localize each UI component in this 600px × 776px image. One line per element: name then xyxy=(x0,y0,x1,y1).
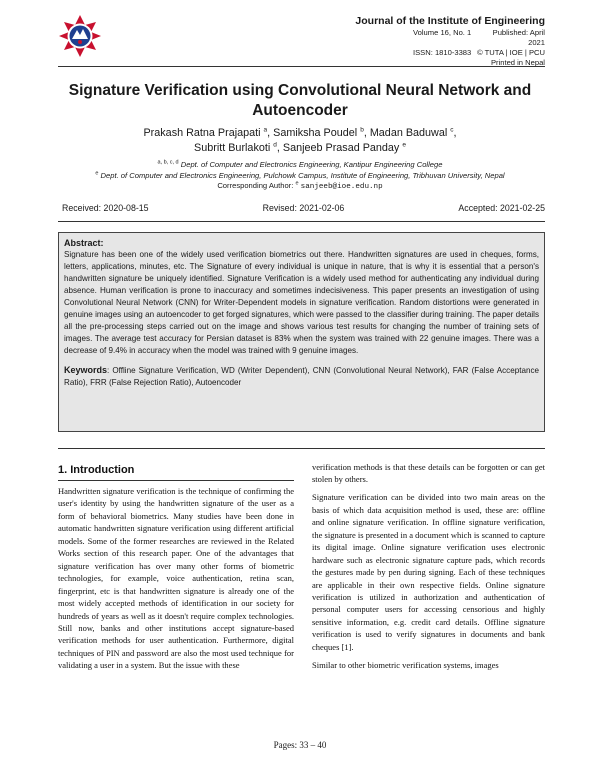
author-sup: a xyxy=(263,126,268,134)
date-accepted: Accepted: 2021-02-25 xyxy=(458,203,545,213)
author-line-2 xyxy=(40,141,560,156)
submission-dates xyxy=(62,203,545,213)
author-sup: d xyxy=(273,141,277,149)
section-heading-introduction: 1. Introduction xyxy=(58,464,135,476)
keywords xyxy=(64,364,539,389)
journal-volume: Volume 16, No. 1 xyxy=(413,28,472,37)
dates-divider xyxy=(58,221,545,222)
journal-row-2 xyxy=(355,48,545,58)
logo-star-shape xyxy=(59,15,101,57)
affiliation-2-sup: e xyxy=(95,169,99,176)
author-sep: , xyxy=(363,127,370,139)
corresponding-email[interactable]: sanjeeb@ioe.edu.np xyxy=(300,183,383,191)
journal-printed: Printed in Nepal xyxy=(490,58,545,67)
journal-logo-icon xyxy=(58,14,102,58)
page-range-footer: Pages: 33 – 40 xyxy=(273,740,327,750)
journal-issn: ISSN: 1810-3383 xyxy=(413,48,472,57)
abstract-heading: Abstract: xyxy=(64,238,104,248)
corresponding-author xyxy=(30,181,570,193)
author-name: Madan Baduwal xyxy=(369,127,448,139)
header-divider xyxy=(58,66,545,67)
corresponding-label: Corresponding Author: xyxy=(217,181,294,190)
body-column-right xyxy=(312,461,545,671)
intro-paragraph-3: Signature verification can be divided into two main areas on the basis of which data acquisition method is used, these are: offline and online signature verification. In offline signature verification, the signature is presented in a document which is scanned to capture its digital image. Online signature verification uses electronic hardware such as electronic signature capture pads, which records the gestures made by pen during signing. Each of these techniques are applicable in their own respective fields. Online signature verification is utilized in authorization and authentication of personal computer users for accessing censorious and highly sensitive information, e.g. credit card details. Offline signature verification is used to verify signatures in documents and bank cheques [1]. xyxy=(312,492,545,652)
affiliation-1 xyxy=(30,160,570,171)
author-name: Samiksha Poudel xyxy=(273,127,358,139)
author-sup: e xyxy=(402,141,406,149)
journal-copyright: © TUTA | IOE | PCU xyxy=(477,48,545,57)
abstract-text: Signature has been one of the widely used verification biometrics out there. Handwritten signatures are used in cheques, forms, letters, applications, minutes, etc. The Signature of every individual is unique in nature, that is why it is essential that a person's handwritten signature be uniquely identified. Signature Verification is a widely used method for authenticating any individual during absence. Human verification is prone to inaccuracy and sometimes indecisiveness. This paper presents an investigation of using Convolutional Neural Network (CNN) for Writer-Dependent models in signature verification. Random distortions were generated in genuine images using an autoencoder to get forged signatures, which were passed to the classifier during training. The paper details all the pre-processing steps carried out on the image and shows various test results for changing the number of training sets of images. The average test accuracy for Persian dataset is 83% when the system was trained with 22 genuine images. There was a decrease of 9.4% in accuracy when the model was trained with 9 genuine images. xyxy=(64,250,539,355)
journal-info xyxy=(355,15,545,68)
affiliation-1-sup: a, b, c, d xyxy=(157,159,179,166)
author-sup: c xyxy=(450,126,454,134)
abstract-box xyxy=(58,232,545,432)
affiliation-1-text: Dept. of Computer and Electronics Engineering, Kantipur Engineering College xyxy=(180,160,443,169)
paper-title: Signature Verification using Convolutional Neural Network and Autoencoder xyxy=(68,82,532,119)
keywords-text: : Offline Signature Verification, WD (Writer Dependent), CNN (Convolutional Neural Network), FAR (False Acceptance Ratio), FRR (False Rejection Ratio), Autoencoder xyxy=(64,366,539,387)
journal-name: Journal of the Institute of Engineering xyxy=(355,15,545,27)
date-revised: Revised: 2021-02-06 xyxy=(262,203,345,213)
section-heading-rule xyxy=(58,480,294,481)
author-sep: , xyxy=(276,142,283,154)
author-sep: , xyxy=(453,127,457,139)
date-received: Received: 2020-08-15 xyxy=(62,203,149,213)
intro-paragraph-1: Handwritten signature verification is the technique of confirming the user's identity by using the handwritten signature of the user as a form of behavioral biometrics. Many studies have been done in automatic handwritten signature verification using different artificial models. Some of the former researches are reviewed in the Related Works section of this research paper. One of the advantages that signature verification has over many other forms of biometric technologies, for example, voice authentication, retina scan, fingerprint, etc is that handwritten signature is already one of the most widely accepted methods of identification in our society for hundreds of years as well as it doesn't require complex technologies. Still now, banks and other institutions accept signature-based verification methods for user authentication. Furthermore, digital techniques of PIN and password are also the most used technique for validating a user in a system. But the issue with these xyxy=(58,486,294,671)
abstract-divider xyxy=(58,448,545,449)
affiliation-2 xyxy=(30,171,570,182)
author-list xyxy=(40,126,560,156)
intro-paragraph-4: Similar to other biometric verification systems, images xyxy=(312,659,499,670)
author-sep: , xyxy=(267,127,274,139)
author-name: Sanjeeb Prasad Panday xyxy=(282,142,400,154)
journal-published: Published: April 2021 xyxy=(492,28,545,47)
journal-row-1 xyxy=(355,28,545,48)
keywords-label: Keywords xyxy=(64,365,108,375)
affiliation-2-text: Dept. of Computer and Electronics Engineering, Pulchowk Campus, Institute of Engineering, Tribhuvan University, Nepal xyxy=(100,170,505,180)
intro-paragraph-2: verification methods is that these details can be forgotten or can get stolen by others. xyxy=(312,462,545,485)
author-line-1 xyxy=(40,126,560,141)
corresponding-sup: e xyxy=(295,180,299,187)
affiliations xyxy=(30,160,570,193)
body-column-left xyxy=(58,460,294,672)
author-name: Subritt Burlakoti xyxy=(194,142,271,154)
author-name: Prakash Ratna Prajapati xyxy=(143,127,261,139)
author-sup: b xyxy=(360,126,364,134)
